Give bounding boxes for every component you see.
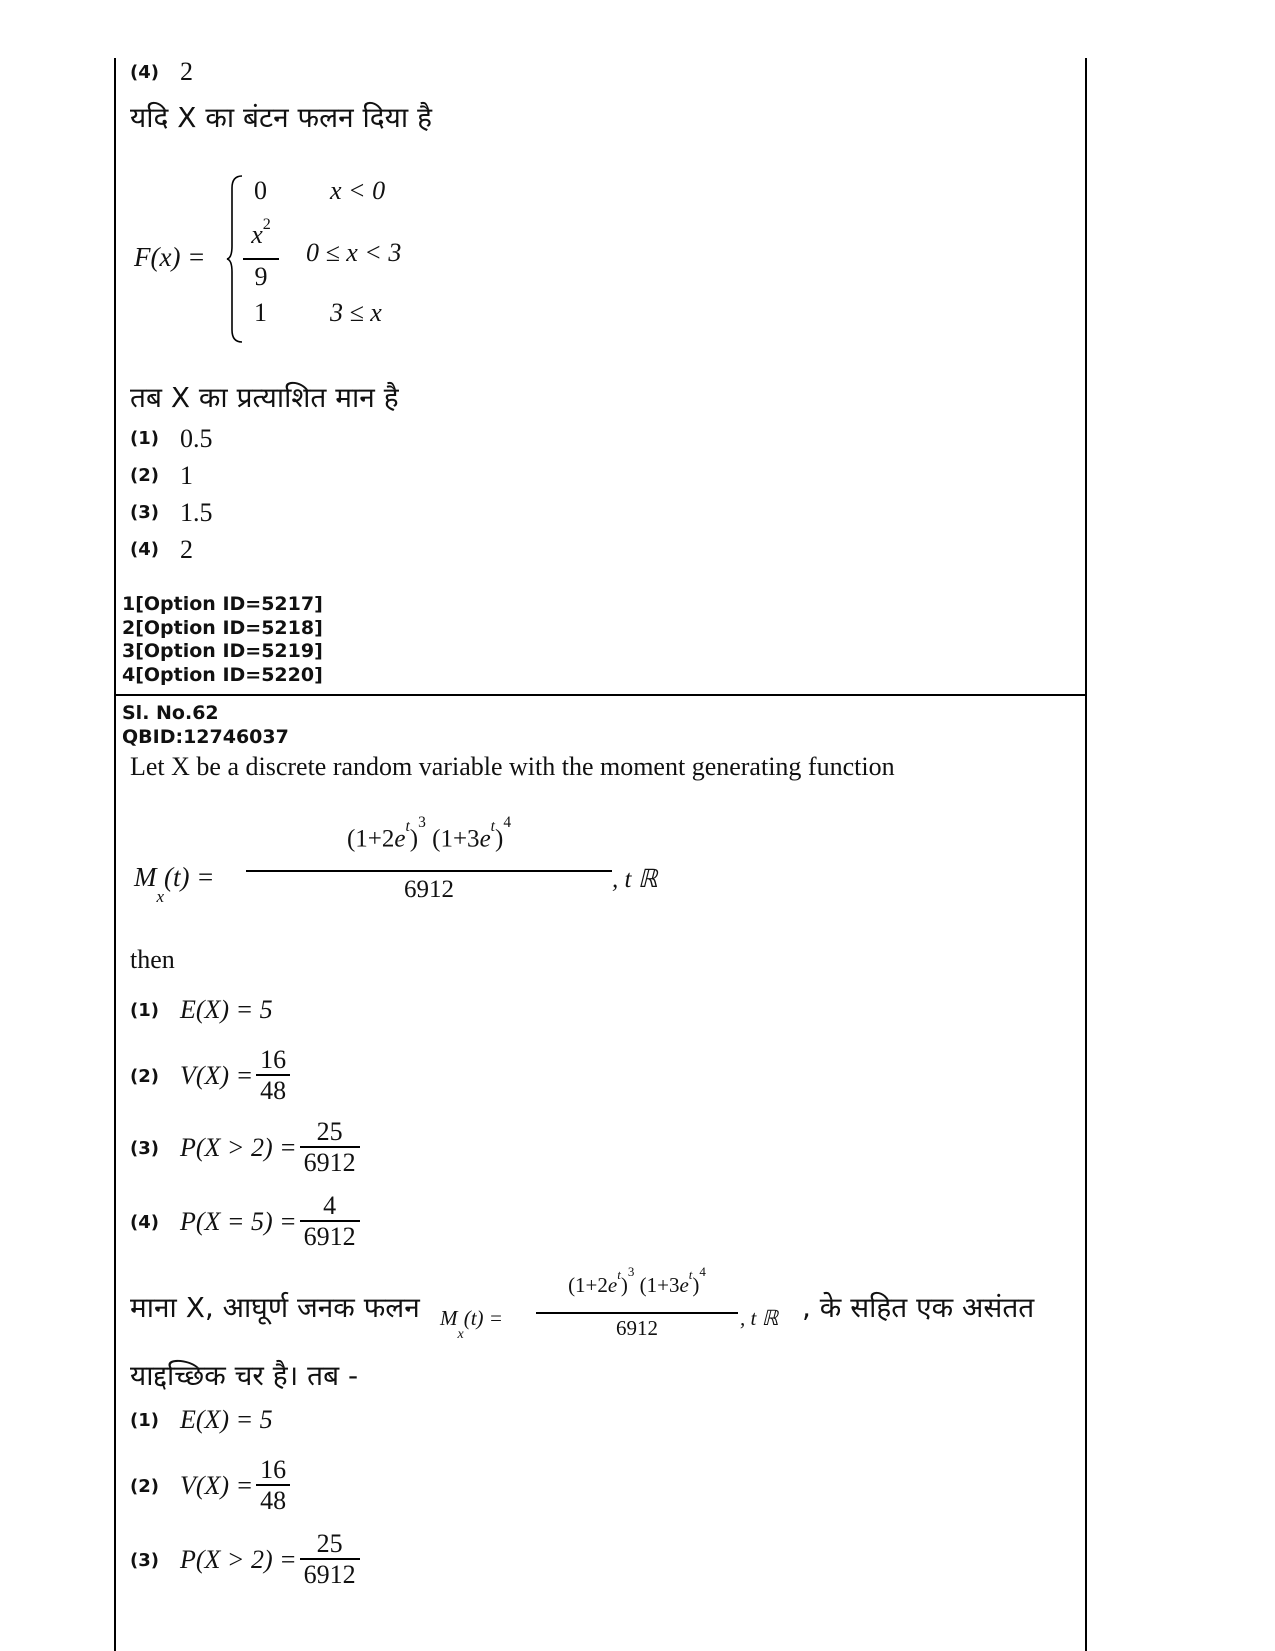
mgf-lhs: $M_x(t)$ = [134,862,215,907]
option-expression: P(X > 2) = [180,1133,297,1162]
option-label: (1) [130,428,159,449]
q62-hindi-stem-line2: याद्दच्छिक चर है। तब - [130,1359,359,1392]
q61-option-1[interactable] [130,420,213,457]
fraction-denominator: 48 [256,1074,290,1106]
option-label: (2) [130,1065,159,1087]
option-label: (4) [130,1211,159,1233]
q62-option-3[interactable] [130,1110,363,1186]
qbid: QBID:12746037 [122,725,289,748]
q62-option-4[interactable] [130,1182,363,1262]
right-border [1085,58,1087,1651]
option-expression: P(X > 2) = [180,1545,297,1574]
mgf-numerator: $(1+2e^t)^3$ $(1+3e^t)^4$ [346,814,512,853]
fraction-denominator: 6912 [300,1220,360,1252]
option-expression: V(X) = [180,1471,254,1500]
fraction-denominator: 6912 [300,1558,360,1590]
cdf-formula [134,168,434,348]
option-value: 2 [180,534,193,564]
question-divider [114,694,1087,696]
mgf-numerator: $(1+2e^t)^3$ $(1+3e^t)^4$ [568,1264,706,1297]
fraction-numerator: 16 [260,1454,287,1484]
option-fraction [300,1192,360,1252]
option-label: (1) [130,1409,159,1431]
option-label: (3) [130,1549,159,1571]
cdf-case3-condition: 3 ≤ x [330,298,382,327]
option-value: 1 [180,460,193,490]
q62-hindi-option-1[interactable] [130,1400,273,1440]
cdf-case3-value: 1 [254,298,267,327]
option-value: 1.5 [180,497,213,527]
option-label: (4) [130,539,159,560]
fraction-denominator: 48 [256,1484,290,1516]
q62-option-1[interactable] [130,990,273,1030]
q62-header [122,702,289,749]
mgf-suffix: , t ℝ [612,866,658,893]
cdf-case2-numerator: $x^2$ [251,216,271,249]
q62-hindi-option-2[interactable] [130,1446,293,1526]
q61-hindi-stem: यदि X का बंटन फलन दिया है [130,101,432,134]
q61-option-4[interactable] [130,531,213,568]
q62-hindi-stem-part1: माना X, आघूर्ण जनक फलन [130,1291,420,1324]
option-value: 0.5 [180,423,213,453]
mgf-formula-hindi [440,1264,790,1360]
option-fraction [256,1456,290,1516]
option-expression: P(X = 5) = [180,1207,297,1236]
option-id: 3[Option ID=5219] [122,640,323,662]
option-id: 2[Option ID=5218] [122,616,323,639]
fraction-denominator: 6912 [300,1146,360,1178]
fraction-numerator: 4 [323,1190,337,1220]
q61-option-3[interactable] [130,494,213,531]
prev-option-4 [130,55,193,89]
mgf-formula [134,814,658,920]
left-border [114,58,116,1651]
cdf-lhs: F(x) = [134,242,206,272]
option-fraction [300,1530,360,1590]
q61-option-2[interactable] [130,457,213,494]
fraction-numerator: 25 [316,1116,343,1146]
option-label: (3) [130,1137,159,1159]
cdf-case1-value: 0 [254,176,267,205]
option-fraction [256,1046,290,1106]
fraction-numerator: 25 [316,1528,343,1558]
q61-option-ids [122,593,323,687]
cdf-case2-denominator: 9 [254,262,268,291]
mgf-lhs: $M_x(t)$ = [440,1306,503,1343]
q61-options [130,420,213,568]
option-id: 4[Option ID=5220] [122,663,323,686]
option-expression: V(X) = [180,1061,254,1090]
mgf-fraction-bar [536,1312,738,1314]
q62-hindi-stem-part2: , के सहित एक असंतत [802,1291,1035,1324]
cdf-case2-fraction-bar [243,258,279,260]
serial-number: Sl. No.62 [122,702,219,724]
option-expression: E(X) = 5 [180,995,273,1024]
option-label: (2) [130,465,159,486]
mgf-suffix: , t ℝ [740,1306,779,1330]
option-value: 2 [180,57,193,86]
option-label: (2) [130,1475,159,1497]
fraction-numerator: 16 [260,1044,287,1074]
option-expression: E(X) = 5 [180,1405,273,1434]
option-label: (4) [130,61,159,83]
cdf-case2-condition: 0 ≤ x < 3 [306,238,402,267]
q62-option-2[interactable] [130,1036,293,1116]
option-label: (3) [130,502,159,523]
option-fraction [300,1118,360,1178]
option-label: (1) [130,999,159,1021]
mgf-denominator: 6912 [616,1316,658,1340]
q61-hindi-question: तब X का प्रत्याशित मान है [130,381,399,414]
q62-english-stem: Let X be a discrete random variable with the moment generating function [130,752,895,781]
option-id: 1[Option ID=5217] [122,593,323,615]
q62-hindi-option-3[interactable] [130,1520,363,1600]
mgf-fraction-bar [246,870,612,872]
mgf-denominator: 6912 [404,876,454,903]
cdf-case1-condition: x < 0 [330,176,386,205]
q62-then: then [130,945,175,974]
